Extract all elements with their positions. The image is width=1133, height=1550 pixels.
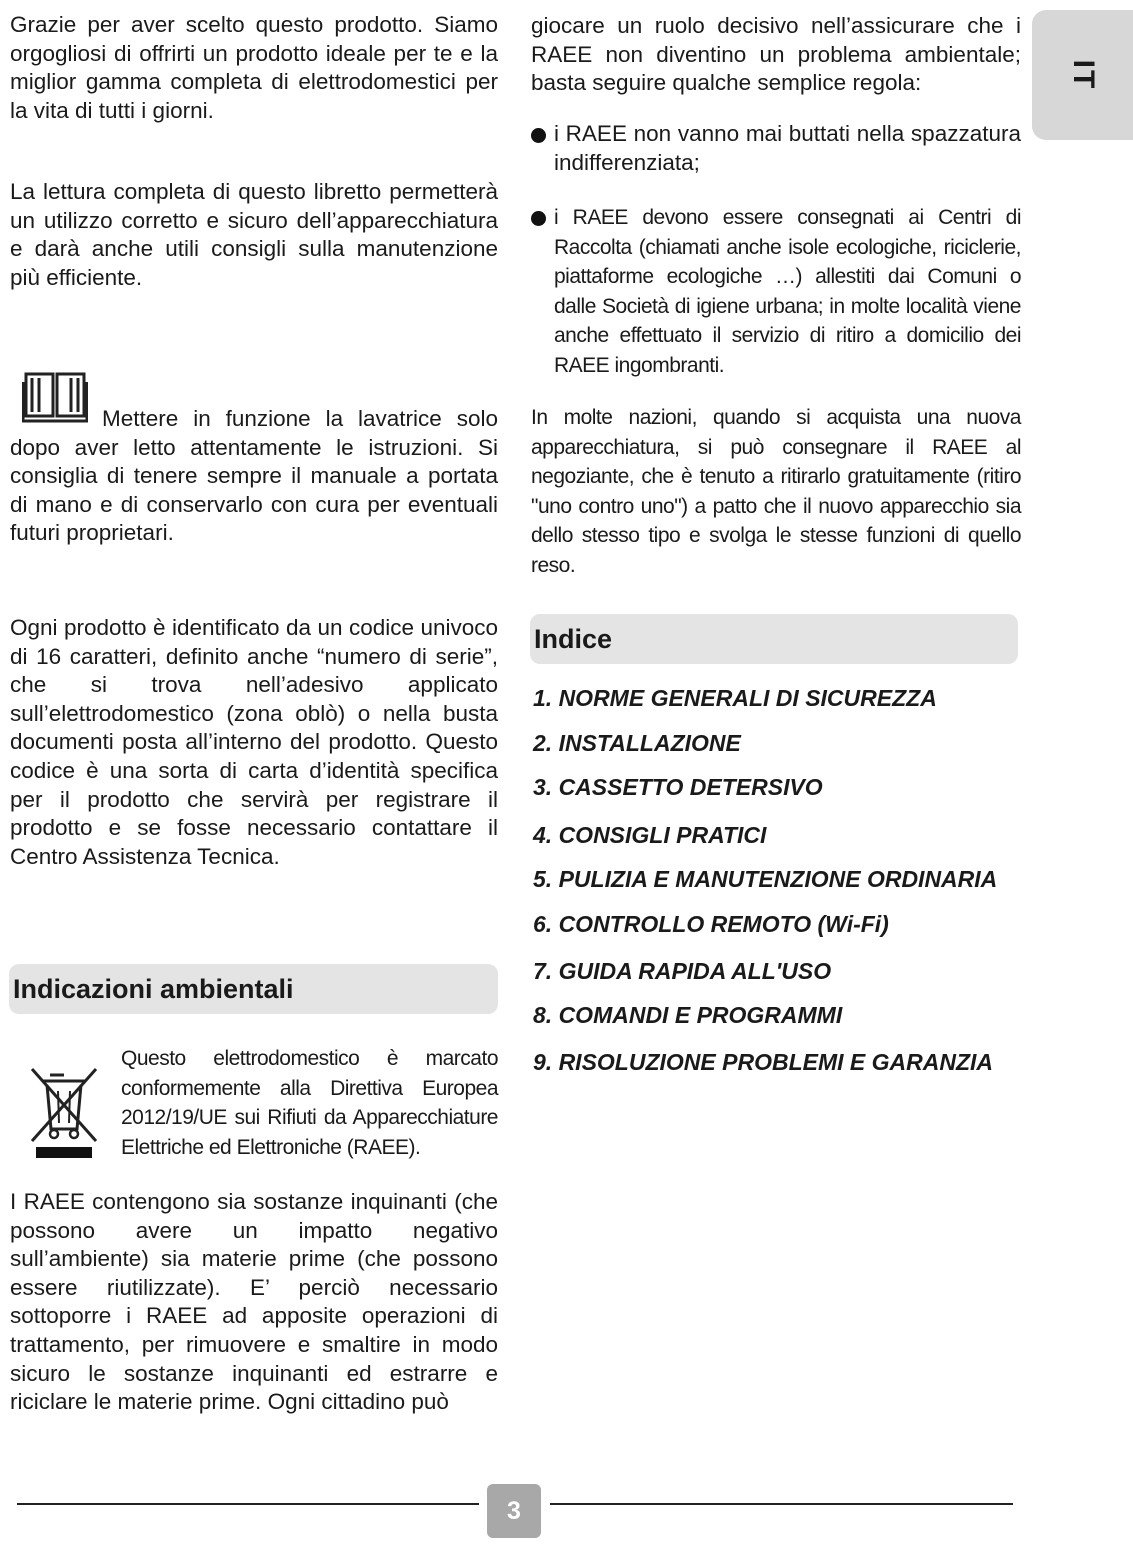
- page-number-badge: 3: [487, 1484, 541, 1538]
- weee-bin-icon: [28, 1063, 100, 1163]
- footer-rule-left: [17, 1503, 479, 1505]
- language-tab-label: IT: [1066, 59, 1100, 91]
- toc-item-detergent-drawer[interactable]: 3. CASSETTO DETERSIVO: [533, 774, 823, 800]
- raee-paragraph: I RAEE contengono sia sostanze inquinanti (che possono avere un impatto negativo sull’ambiente) sia materie prime (che possono essere riutilizzate). E’ perciò necessario sottoporre i RAEE ad apposite operazioni di trattamento, per rimuovere e smaltire in modo sicuro le sostanze inquinanti ed estrarre e riciclare le materie prime. Ogni cittadino può: [10, 1189, 498, 1415]
- toc-item-practical-tips[interactable]: 4. CONSIGLI PRATICI: [533, 822, 767, 848]
- toc-item-remote-control[interactable]: 6. CONTROLLO REMOTO (Wi-Fi): [533, 911, 889, 937]
- raee-rule-bullet: i RAEE devono essere consegnati ai Centri di Raccolta (chiamati anche isole ecologiche, riciclerie, piattaforme ecologiche …) allestiti dai Comuni o dalle Società di igiene urbana; in molte località viene anche effettuato il servizio di ritiro a domicilio dei RAEE ingombranti.: [531, 203, 1021, 383]
- footer-rule-right: [550, 1503, 1013, 1505]
- toc-item-cleaning[interactable]: 5. PULIZIA E MANUTENZIONE ORDINARIA: [533, 866, 998, 892]
- reading-paragraph: La lettura completa di questo libretto permetterà un utilizzo corretto e sicuro dell’apparecchiatura e darà anche utili consigli sulla manutenzione più efficiente.: [10, 179, 498, 290]
- toc-item-safety[interactable]: 1. NORME GENERALI DI SICUREZZA: [533, 685, 937, 711]
- manual-paragraph: Mettere in funzione la lavatrice solo dopo aver letto attentamente le istruzioni. Si consiglia di tenere sempre il manuale a portata di mano e di conservarlo con cura per eventuali futuri proprietari.: [10, 406, 498, 546]
- intro-paragraph: Grazie per aver scelto questo prodotto. Siamo orgogliosi di offrirti un prodotto ideale per te e la miglior gamma completa di elettrodomestici per la vita di tutti i giorni.: [10, 12, 498, 123]
- toc-item-troubleshooting[interactable]: 9. RISOLUZIONE PROBLEMI E GARANZIA: [533, 1049, 994, 1075]
- language-tab: [1032, 10, 1133, 140]
- raee-continuation-paragraph: giocare un ruolo decisivo nell’assicurare che i RAEE non diventino un problema ambientale; basta seguire qualche semplice regola:: [531, 13, 1021, 96]
- weee-directive-paragraph: Questo elettrodomestico è marcato conformemente alla Direttiva Europea 2012/19/UE sui Rifiuti da Apparecchiature Elettriche ed Elettroniche (RAEE).: [121, 1047, 498, 1159]
- nations-paragraph: In molte nazioni, quando si acquista una nuova apparecchiatura, si può consegnare il RAEE al negoziante, che è tenuto a ritirarlo gratuitamente (ritiro "uno contro uno") a patto che il nuovo apparecchio sia dello stesso tipo e svolga le stesse funzioni di quello reso.: [531, 406, 1021, 577]
- bullet-dot: [531, 128, 546, 143]
- toc-item-controls-programs[interactable]: 8. COMANDI E PROGRAMMI: [533, 1002, 843, 1028]
- serial-number-paragraph: Ogni prodotto è identificato da un codice univoco di 16 caratteri, definito anche “numero di serie”, che si trova nell’adesivo applicato sull’elettrodomestico (zona oblò) o nella busta documenti posta all’interno del prodotto. Questo codice è una sorta di carta d’identità specifica per il prodotto che servirà per registrare il prodotto e se fosse necessario contattare il Centro Assistenza Tecnica.: [10, 615, 498, 869]
- raee-rule-bullet: i RAEE non vanno mai buttati nella spazzatura indifferenziata;: [531, 120, 1021, 180]
- toc-item-installation[interactable]: 2. INSTALLAZIONE: [533, 730, 741, 756]
- toc-item-quick-guide[interactable]: 7. GUIDA RAPIDA ALL'USO: [533, 958, 832, 984]
- environment-heading: Indicazioni ambientali: [9, 964, 498, 1014]
- index-heading: Indice: [530, 614, 1018, 664]
- bullet-dot: [531, 211, 546, 226]
